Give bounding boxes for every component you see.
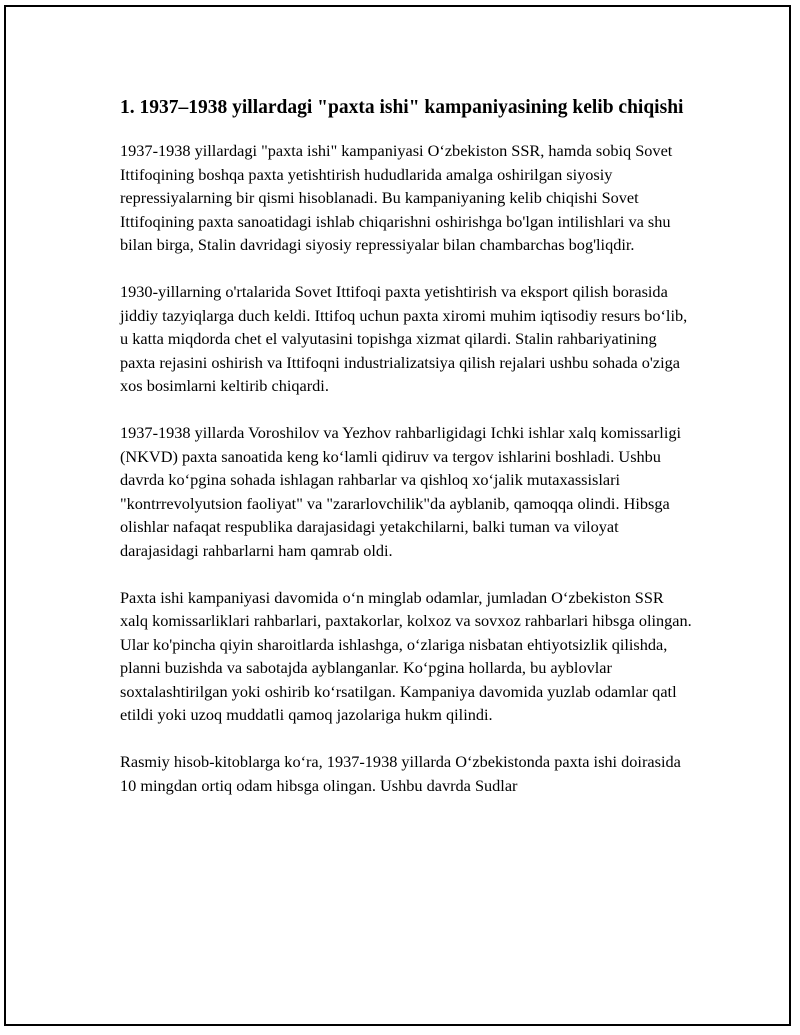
paragraph-1: 1937-1938 yillardagi "paxta ishi" kampaniyasi O‘zbekiston SSR, hamda sobiq Sovet Ittifoqining boshqa paxta yetishtirish hududlarida amalga oshirilgan siyosiy repressiyalarning bir qismi hisoblanadi. Bu kampaniyaning kelib chiqishi Sovet Ittifoqining paxta sanoatidagi ishlab chiqarishni oshirishga bo'lgan intilishlari va shu bilan birga, Stalin davridagi siyosiy repressiyalar bilan chambarchas bog'liqdir. — [120, 141, 673, 254]
paragraph-3: 1937-1938 yillarda Voroshilov va Yezhov rahbarligidagi Ichki ishlar xalq komissarligi (NKVD) paxta sanoatida keng ko‘lamli qidiruv va tergov ishlarini boshladi. Ushbu davrda ko‘pgina sohada ishlagan rahbarlar va qishloq xo‘jalik mutaxassislari "kontrrevolyutsion faoliyat" va "zararlovchilik"da ayblanib, qamoqqa olindi. Hibsga olishlar nafaqat respublika darajasidagi yetakchilarni, balki tuman va viloyat darajasidagi rahbarlarni ham qamrab oldi. — [120, 423, 682, 560]
paragraph-4: Paxta ishi kampaniyasi davomida o‘n minglab odamlar, jumladan O‘zbekiston SSR xalq komissarliklari rahbarlari, paxtakorlar, kolxoz va sovxoz rahbarlari hibsga olingan. Ular ko'pincha qiyin sharoitlarda ishlashga, o‘zlariga nisbatan ehtiyotsizlik qilishda, planni buzishda va sabotajda ayblanganlar. Ko‘pgina hollarda, bu ayblovlar soxtalashtirilgan yoki oshirib ko‘rsatilgan. Kampaniya davomida yuzlab odamlar qatl etildi yoki uzoq muddatli qamoq jazolariga hukm qilindi. — [120, 587, 692, 724]
paragraph-2: 1930-yillarning o'rtalarida Sovet Ittifoqi paxta yetishtirish va eksport qilish borasida jiddiy tazyiqlarga duch keldi. Ittifoq uchun paxta xiromi muhim iqtisodiy resurs bo‘lib, u katta miqdorda chet el valyutasini topishga xizmat qilardi. Stalin rahbariyatining paxta rejasini oshirish va Ittifoqni industrializatsiya qilish rejalari ushbu sohada o'ziga xos bosimlarni keltirib chiqardi. — [120, 282, 688, 395]
section-heading: 1. 1937–1938 yillardagi "paxta ishi" kampaniyasining kelib chiqishi — [120, 97, 684, 118]
page-frame — [4, 5, 791, 1026]
document-body — [120, 95, 692, 821]
paragraph-5: Rasmiy hisob-kitoblarga ko‘ra, 1937-1938 yillarda O‘zbekistonda paxta ishi doirasida 10 mingdan ortiq odam hibsga olingan. Ushbu davrda Sudlar — [120, 752, 681, 795]
